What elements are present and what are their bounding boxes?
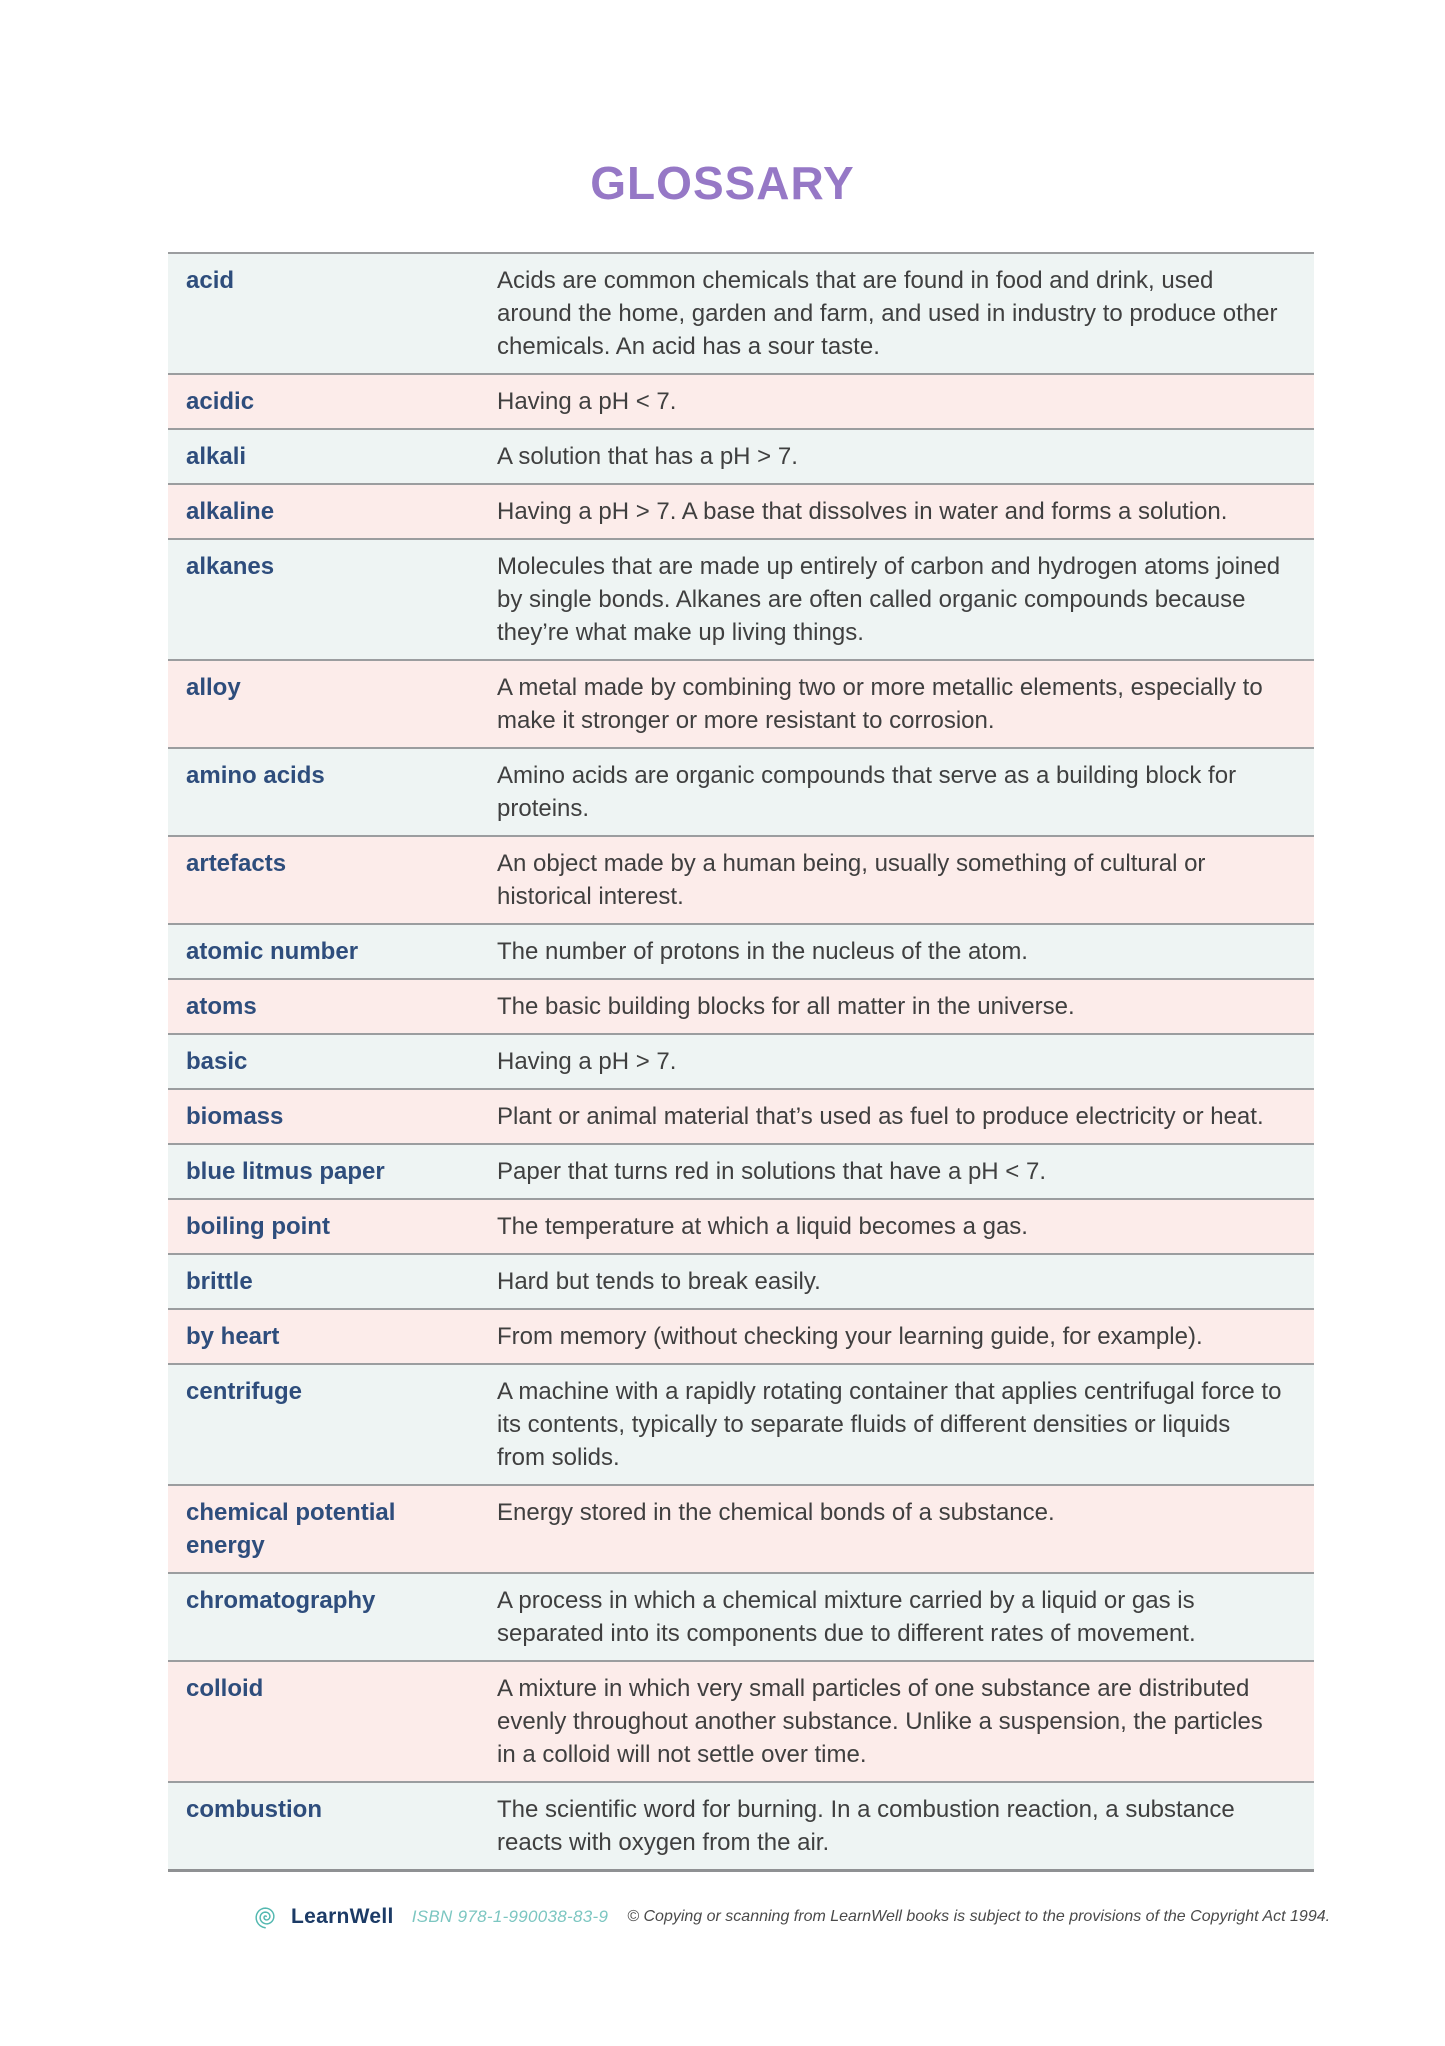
glossary-row xyxy=(168,1253,1314,1308)
glossary-term: colloid xyxy=(186,1675,264,1702)
glossary-term: boiling point xyxy=(186,1213,330,1240)
glossary-term: alloy xyxy=(186,674,241,701)
glossary-term: centrifuge xyxy=(186,1378,303,1405)
glossary-row xyxy=(168,1198,1314,1253)
learnwell-logo-icon xyxy=(253,1904,279,1930)
page-footer xyxy=(253,1904,1445,1930)
glossary-definition: A mixture in which very small particles of one substance are distributed evenly throughout another substance. Unlike a suspension, the particles in a colloid will not settle over time. xyxy=(497,1675,1263,1768)
glossary-term: chromatography xyxy=(186,1587,376,1614)
glossary-row xyxy=(168,978,1314,1033)
glossary-definition: Having a pH > 7. A base that dissolves in water and forms a solution. xyxy=(497,498,1228,525)
glossary-row xyxy=(168,1572,1314,1660)
glossary-term: alkaline xyxy=(186,498,275,525)
glossary-row xyxy=(168,923,1314,978)
glossary-row xyxy=(168,483,1314,538)
glossary-row xyxy=(168,1308,1314,1363)
glossary-definition: Energy stored in the chemical bonds of a substance. xyxy=(497,1499,1055,1526)
glossary-term: artefacts xyxy=(186,850,287,877)
glossary-definition: A machine with a rapidly rotating container that applies centrifugal force to its contents, typically to separate fluids of different densities or liquids from solids. xyxy=(497,1378,1282,1471)
glossary-row xyxy=(168,538,1314,659)
glossary-row xyxy=(168,835,1314,923)
glossary-term: acid xyxy=(186,267,235,294)
glossary-term: acidic xyxy=(186,388,255,415)
glossary-term: biomass xyxy=(186,1103,284,1130)
glossary-definition: Amino acids are organic compounds that serve as a building block for proteins. xyxy=(497,762,1237,822)
glossary-definition: The temperature at which a liquid becomes a gas. xyxy=(497,1213,1028,1240)
glossary-definition: Having a pH < 7. xyxy=(497,388,677,415)
glossary-definition: A process in which a chemical mixture carried by a liquid or gas is separated into its components due to different rates of movement. xyxy=(497,1587,1196,1647)
glossary-row xyxy=(168,1143,1314,1198)
glossary-term: brittle xyxy=(186,1268,253,1295)
glossary-term: atomic number xyxy=(186,938,359,965)
glossary-definition: Acids are common chemicals that are found in food and drink, used around the home, garden and farm, and used in industry to produce other chemicals. An acid has a sour taste. xyxy=(497,267,1278,360)
glossary-row xyxy=(168,428,1314,483)
glossary-term: combustion xyxy=(186,1796,322,1823)
glossary-row xyxy=(168,1088,1314,1143)
glossary-row xyxy=(168,659,1314,747)
copyright-text: © Copying or scanning from LearnWell books is subject to the provisions of the Copyright Act 1994. xyxy=(627,1908,1331,1925)
glossary-row xyxy=(168,1660,1314,1781)
glossary-row xyxy=(168,1781,1314,1869)
glossary-definition: The basic building blocks for all matter in the universe. xyxy=(497,993,1075,1020)
glossary-definition: Paper that turns red in solutions that have a pH < 7. xyxy=(497,1158,1046,1185)
glossary-definition: Hard but tends to break easily. xyxy=(497,1268,821,1295)
glossary-row xyxy=(168,1363,1314,1484)
glossary-row xyxy=(168,373,1314,428)
glossary-row xyxy=(168,252,1314,373)
glossary-row xyxy=(168,1033,1314,1088)
glossary-definition: A solution that has a pH > 7. xyxy=(497,443,798,470)
glossary-row xyxy=(168,747,1314,835)
glossary-term: chemical potential energy xyxy=(186,1499,396,1559)
glossary-term: alkali xyxy=(186,443,247,470)
glossary-definition: The number of protons in the nucleus of the atom. xyxy=(497,938,1028,965)
glossary-definition: Plant or animal material that’s used as fuel to produce electricity or heat. xyxy=(497,1103,1264,1130)
glossary-definition: Molecules that are made up entirely of carbon and hydrogen atoms joined by single bonds. Alkanes are often called organic compounds because they’re what make up living things. xyxy=(497,553,1281,646)
glossary-definition: An object made by a human being, usually something of cultural or historical interest. xyxy=(497,850,1206,910)
glossary-definition: The scientific word for burning. In a combustion reaction, a substance reacts with oxygen from the air. xyxy=(497,1796,1235,1856)
glossary-term: amino acids xyxy=(186,762,325,789)
glossary-term: blue litmus paper xyxy=(186,1158,385,1185)
glossary-term: atoms xyxy=(186,993,257,1020)
isbn-text: ISBN 978-1-990038-83-9 xyxy=(411,1907,609,1926)
glossary-definition: Having a pH > 7. xyxy=(497,1048,677,1075)
learnwell-logo-spiral xyxy=(256,1908,274,1928)
glossary-term: alkanes xyxy=(186,553,275,580)
glossary-definition: From memory (without checking your learning guide, for example). xyxy=(497,1323,1203,1350)
glossary-row xyxy=(168,1484,1314,1572)
glossary-term: basic xyxy=(186,1048,248,1075)
learnwell-brand: LearnWell xyxy=(291,1905,394,1928)
glossary-table xyxy=(168,252,1314,1872)
glossary-definition: A metal made by combining two or more metallic elements, especially to make it stronger or more resistant to corrosion. xyxy=(497,674,1263,734)
page-title: GLOSSARY xyxy=(590,157,855,209)
glossary-term: by heart xyxy=(186,1323,280,1350)
